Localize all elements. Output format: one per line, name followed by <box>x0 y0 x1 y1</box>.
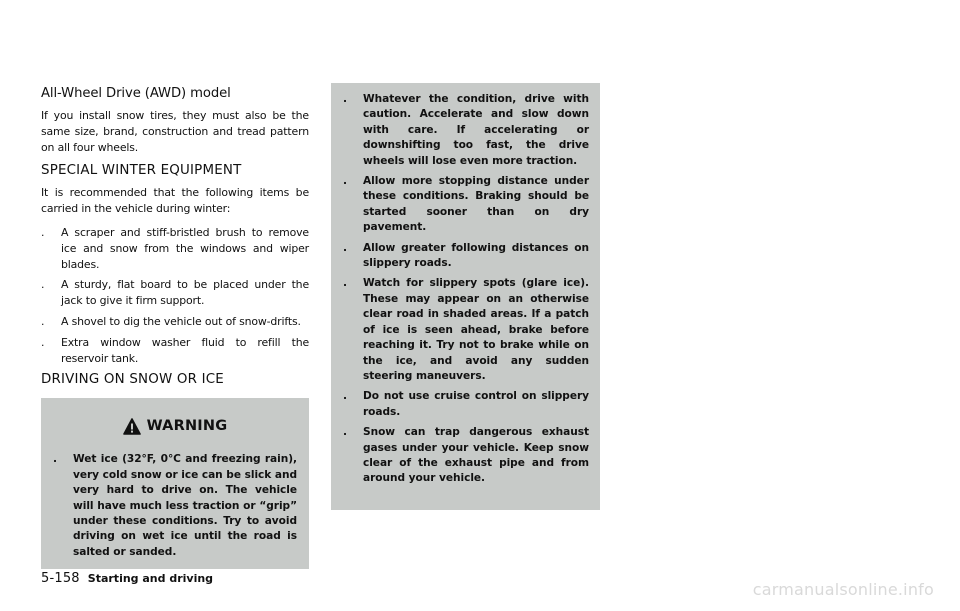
section-title: Starting and driving <box>87 572 214 585</box>
bullet: . <box>343 277 347 290</box>
winter-equipment-list <box>41 225 309 366</box>
list-item: . Whatever the condition, drive with caution. Accelerate and slow down with care. If accelerating or downshifting too fast, the drive wheels will lose even more traction. <box>343 93 589 167</box>
bullet: . <box>343 241 347 254</box>
bullet: . <box>53 453 57 466</box>
page-number: 5-158 <box>41 571 80 586</box>
warning-continued-list <box>343 92 589 487</box>
awd-heading: All-Wheel Drive (AWD) model <box>41 86 231 101</box>
list-item: . A shovel to dig the vehicle out of snow-drifts. <box>41 314 301 328</box>
warning-title: WARNING <box>146 418 228 435</box>
bullet: . <box>41 335 45 349</box>
special-winter-equipment-heading: SPECIAL WINTER EQUIPMENT <box>41 163 242 179</box>
warning-header <box>53 414 297 438</box>
list-item: . Allow greater following distances on slippery roads. <box>343 241 589 270</box>
warning-box <box>41 398 309 569</box>
driving-on-snow-heading: DRIVING ON SNOW OR ICE <box>41 372 224 388</box>
list-item: . Snow can trap dangerous exhaust gases under your vehicle. Keep snow clear of the exhaust pipe and from around your vehicle. <box>343 426 589 485</box>
left-column <box>41 86 309 569</box>
bullet: . <box>41 225 45 239</box>
list-item: . Extra window washer fluid to refill the reservoir tank. <box>41 335 309 365</box>
list-item: . A scraper and stiff-bristled brush to remove ice and snow from the windows and wiper blades. <box>41 225 309 271</box>
warning-list <box>53 452 297 560</box>
bullet: . <box>343 93 347 105</box>
right-warning-panel <box>331 83 600 510</box>
page-footer <box>41 570 213 586</box>
list-item: . Allow more stopping distance under these conditions. Braking should be started sooner than on dry pavement. <box>343 175 589 234</box>
bullet: . <box>343 390 347 403</box>
list-item: . Wet ice (32°F, 0°C and freezing rain), very cold snow or ice can be slick and very hard to drive on. The vehicle will have much less traction or “grip” under these conditions. Try to avoid driving on wet ice until the road is salted or sanded. <box>53 453 298 558</box>
list-item: . Do not use cruise control on slippery roads. <box>343 390 589 418</box>
awd-paragraph: If you install snow tires, they must also be the same size, brand, construction and tread pattern on all four wheels. <box>41 109 309 154</box>
list-item: . A sturdy, flat board to be placed under the jack to give it firm support. <box>41 278 309 308</box>
bullet: . <box>343 426 347 439</box>
watermark: carmanualsonline.info <box>752 580 934 599</box>
bullet: . <box>41 314 45 328</box>
bullet: . <box>343 175 347 188</box>
bullet: . <box>41 278 45 292</box>
winter-equipment-intro: It is recommended that the following items be carried in the vehicle during winter: <box>41 186 309 216</box>
list-item: . Watch for slippery spots (glare ice). These may appear on an otherwise clear road in shaded areas. If a patch of ice is seen ahead, brake before reaching it. Try not to brake while on the ice, and avoid any sudden steering maneuvers. <box>343 277 589 382</box>
warning-triangle-icon <box>123 418 141 435</box>
